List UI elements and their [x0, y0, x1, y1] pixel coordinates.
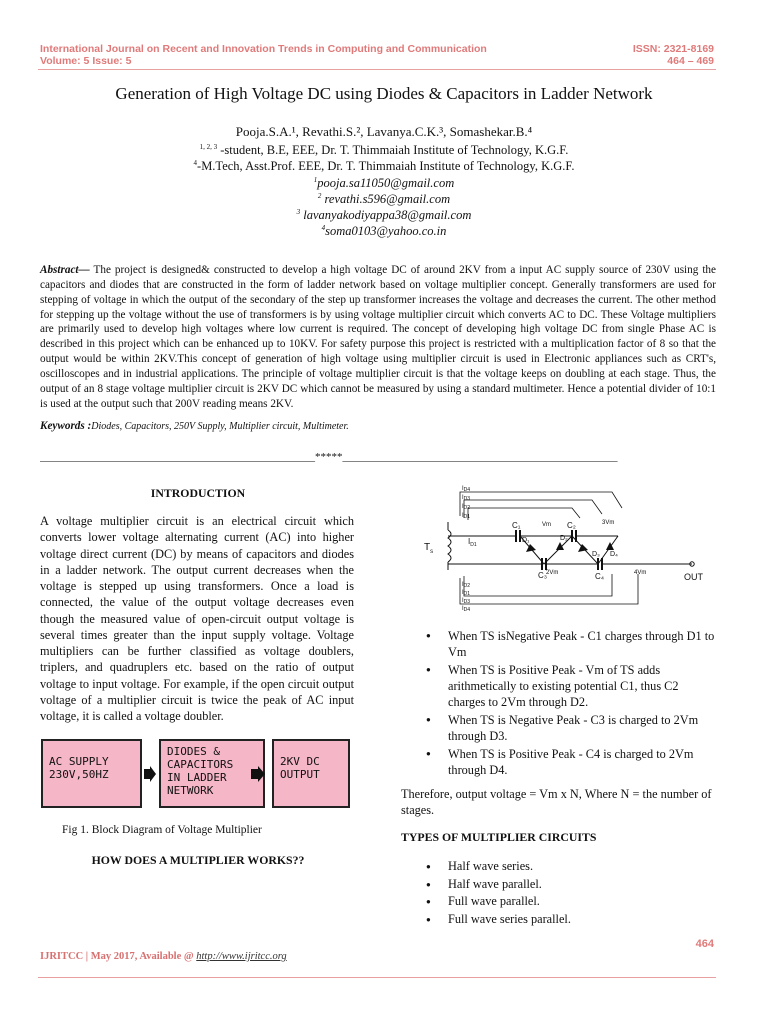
block-ladder-line3: IN LADDER	[167, 771, 227, 784]
abstract-text: The project is designed& constructed to develop a high voltage DC of around 2KV from a input AC supply source of 230V using the capacitors and diodes that are constructed in the form of ladder network based on voltage multiplier concept. Generally transformers are used for stepping of voltage in which the output of the secondary of the step up transformer increases the voltage and decreases the current. The other method for stepping up the voltage without the use of transformers is by using voltage multiplier circuit which converts AC to DC. These Voltage multipliers are primarily used to develop high voltages where low current is required. The concept of developing high voltage DC from single Phase AC is described in this project which can be enhanced up to 10KV. For safety purpose this project is restricted with a multiplication factor of 8 so that the output would be within 2KV.This concept of generation of high voltage using multiplier circuit is used in Electronic appliances such as CRT's, oscilloscopes and in industrial applications. The principle of voltage multiplier circuit is that the voltage keeps on doubling at each stage. Thus, the output of an 8 stage voltage multiplier circuit is 2KV DC which cannot be measured by using a standard multimeter. Hence a potential divider of 10:1 is used at the output such that 200V reading means 2KV.	[40, 264, 716, 410]
footer-text: IJRITCC | May 2017, Available @	[40, 951, 197, 962]
email-4-sup: 4	[321, 224, 326, 232]
current-loop-top-1	[460, 492, 622, 516]
label-ts: $T_s$	[424, 542, 434, 555]
affiliation-2-text: -M.Tech, Asst.Prof. EEE, Dr. T. Thimmaiah Institute of Technology, K.G.F.	[197, 159, 575, 174]
abstract-label: Abstract—	[40, 264, 90, 276]
transformer-coil	[448, 530, 451, 562]
steps-list	[422, 628, 718, 778]
paper-title: Generation of High Voltage DC using Diodes & Capacitors in Ladder Network	[115, 84, 653, 103]
label-bot-id1: ID1	[462, 590, 471, 597]
intro-heading: INTRODUCTION	[150, 486, 246, 500]
type-item: ● Half wave parallel.	[422, 876, 718, 894]
arrow-2-icon	[251, 766, 265, 787]
email-4-text: soma0103@yahoo.co.in	[325, 224, 447, 239]
type-item: ● Full wave parallel.	[422, 893, 718, 911]
label-out: OUT	[684, 572, 703, 582]
block-ac-line2: 230V,50HZ	[49, 768, 109, 781]
type-item: ● Half wave series.	[422, 858, 718, 876]
page-number: 464	[695, 938, 714, 950]
journal-pages: 464 – 469	[667, 55, 714, 67]
affiliation-2	[0, 156, 768, 174]
email-1-text: pooja.sa11050@gmail.com	[317, 176, 455, 191]
type-item: ● Full wave series parallel.	[422, 911, 718, 929]
label-c4: C₄	[595, 572, 605, 581]
footer	[40, 951, 287, 962]
label-3vm: 3Vm	[602, 520, 615, 526]
footer-link[interactable]: http://www.ijritcc.org	[196, 951, 287, 962]
types-list	[422, 858, 718, 928]
how-heading: HOW DOES A MULTIPLIER WORKS??	[91, 853, 305, 867]
block-output-line2: OUTPUT	[280, 768, 320, 781]
fig1-caption: Fig 1. Block Diagram of Voltage Multiplier	[62, 824, 262, 836]
label-2vm: 2Vm	[546, 570, 559, 576]
label-top-id1: ID1	[462, 513, 471, 520]
step-item: ● When TS is Positive Peak - Vm of TS adds arithmetically to existing potential C1, thus C2 charges to 2Vm through D2.	[422, 662, 718, 710]
journal-issn: ISSN: 2321-8169	[632, 43, 714, 55]
step-item: ● When TS is Positive Peak - C4 is charged to 2Vm through D4.	[422, 746, 718, 778]
arrow-1-icon	[144, 766, 156, 787]
multiplier-circuit-diagram	[412, 478, 712, 618]
authors: Pooja.S.A.¹, Revathi.S.², Lavanya.C.K.³, Somashekar.B.⁴	[235, 124, 533, 139]
section-separator: __________________________________________________*****__________________________________________________	[40, 451, 618, 463]
email-3-sup: 3	[296, 208, 301, 216]
header-rule	[38, 69, 716, 70]
label-c1: C₁	[512, 521, 521, 530]
current-loop-bottom-1	[460, 574, 638, 604]
diode-d3-icon	[578, 544, 588, 552]
label-bot-id2: ID2	[462, 582, 471, 589]
label-top-id4: ID4	[462, 486, 471, 493]
email-4[interactable]	[0, 221, 768, 239]
label-c2: C₂	[567, 521, 576, 530]
label-top-id3: ID3	[462, 495, 471, 502]
keywords-text: Diodes, Capacitors, 250V Supply, Multiplier circuit, Multimeter.	[91, 421, 349, 432]
keywords	[40, 420, 349, 432]
email-2-sup: 2	[317, 192, 322, 200]
label-vm: Vm	[542, 522, 551, 528]
block-ladder-line1: DIODES &	[167, 745, 220, 758]
label-bot-id3: ID3	[462, 598, 471, 605]
affiliation-2-sup: 4	[193, 159, 198, 167]
diode-d2-icon	[556, 542, 564, 550]
label-d1: D₁	[522, 537, 530, 544]
email-1-sup: 1	[313, 176, 318, 184]
label-c3: C₃	[538, 571, 548, 580]
label-bot-id4: ID4	[462, 606, 471, 613]
label-d3: D₃	[592, 551, 600, 558]
email-3-text: lavanyakodiyappa38@gmail.com	[303, 208, 472, 223]
email-2-text: revathi.s596@gmail.com	[324, 192, 451, 207]
block-ladder-network	[159, 739, 265, 808]
affiliation-1-sup: 1, 2, 3	[199, 143, 218, 151]
block-ac-line1: AC SUPPLY	[49, 755, 109, 768]
affiliation-1-text: -student, B.E, EEE, Dr. T. Thimmaiah Institute of Technology, K.G.F.	[220, 143, 569, 158]
block-ac-supply	[41, 739, 142, 808]
keywords-label: Keywords :	[40, 420, 92, 432]
footer-rule	[38, 977, 716, 978]
current-loop-top-3	[468, 508, 580, 520]
label-id1: $I_{D1}$	[468, 537, 477, 548]
block-ladder-line4: NETWORK	[167, 784, 214, 797]
label-d4: D₄	[610, 551, 618, 558]
label-d2: D₂	[560, 535, 568, 542]
block-ladder-line2: CAPACITORS	[167, 758, 234, 771]
abstract	[40, 263, 716, 411]
types-heading: TYPES OF MULTIPLIER CIRCUITS	[401, 830, 597, 844]
block-output-line1: 2KV DC	[280, 755, 320, 768]
journal-name: International Journal on Recent and Innovation Trends in Computing and Communication	[40, 43, 487, 55]
current-loop-top-2	[464, 500, 602, 518]
intro-text: A voltage multiplier circuit is an electrical circuit which converts lower voltage alternating current (AC) into higher voltage direct current (DC) by means of capacitors and diodes in a ladder network. The output current decreases when the voltage is stepped up using transformers. Once a load is connected, the value of the output voltage decreases even though the measured value of open-circuit output voltage is several times greater than the input supply voltage. Voltage multipliers can be further classified as voltage doublers, triplers, and quadruplers etc. based on the ratio of output voltage to input voltage. For example, if the open circuit output voltage of a multiplier circuit is twice the peak of AC input voltage, it is called a voltage doubler.	[40, 514, 354, 723]
step-item: ● When TS isNegative Peak - C1 charges through D1 to Vm	[422, 628, 718, 660]
label-top-id2: ID2	[462, 504, 471, 511]
journal-volume: Volume: 5 Issue: 5	[40, 55, 132, 67]
label-4vm: 4Vm	[634, 570, 647, 576]
block-output	[272, 739, 350, 808]
step-item: ● When TS is Negative Peak - C3 is charged to 2Vm through D3.	[422, 712, 718, 744]
therefore-text: Therefore, output voltage = Vm x N, Where N = the number of stages.	[401, 787, 712, 817]
